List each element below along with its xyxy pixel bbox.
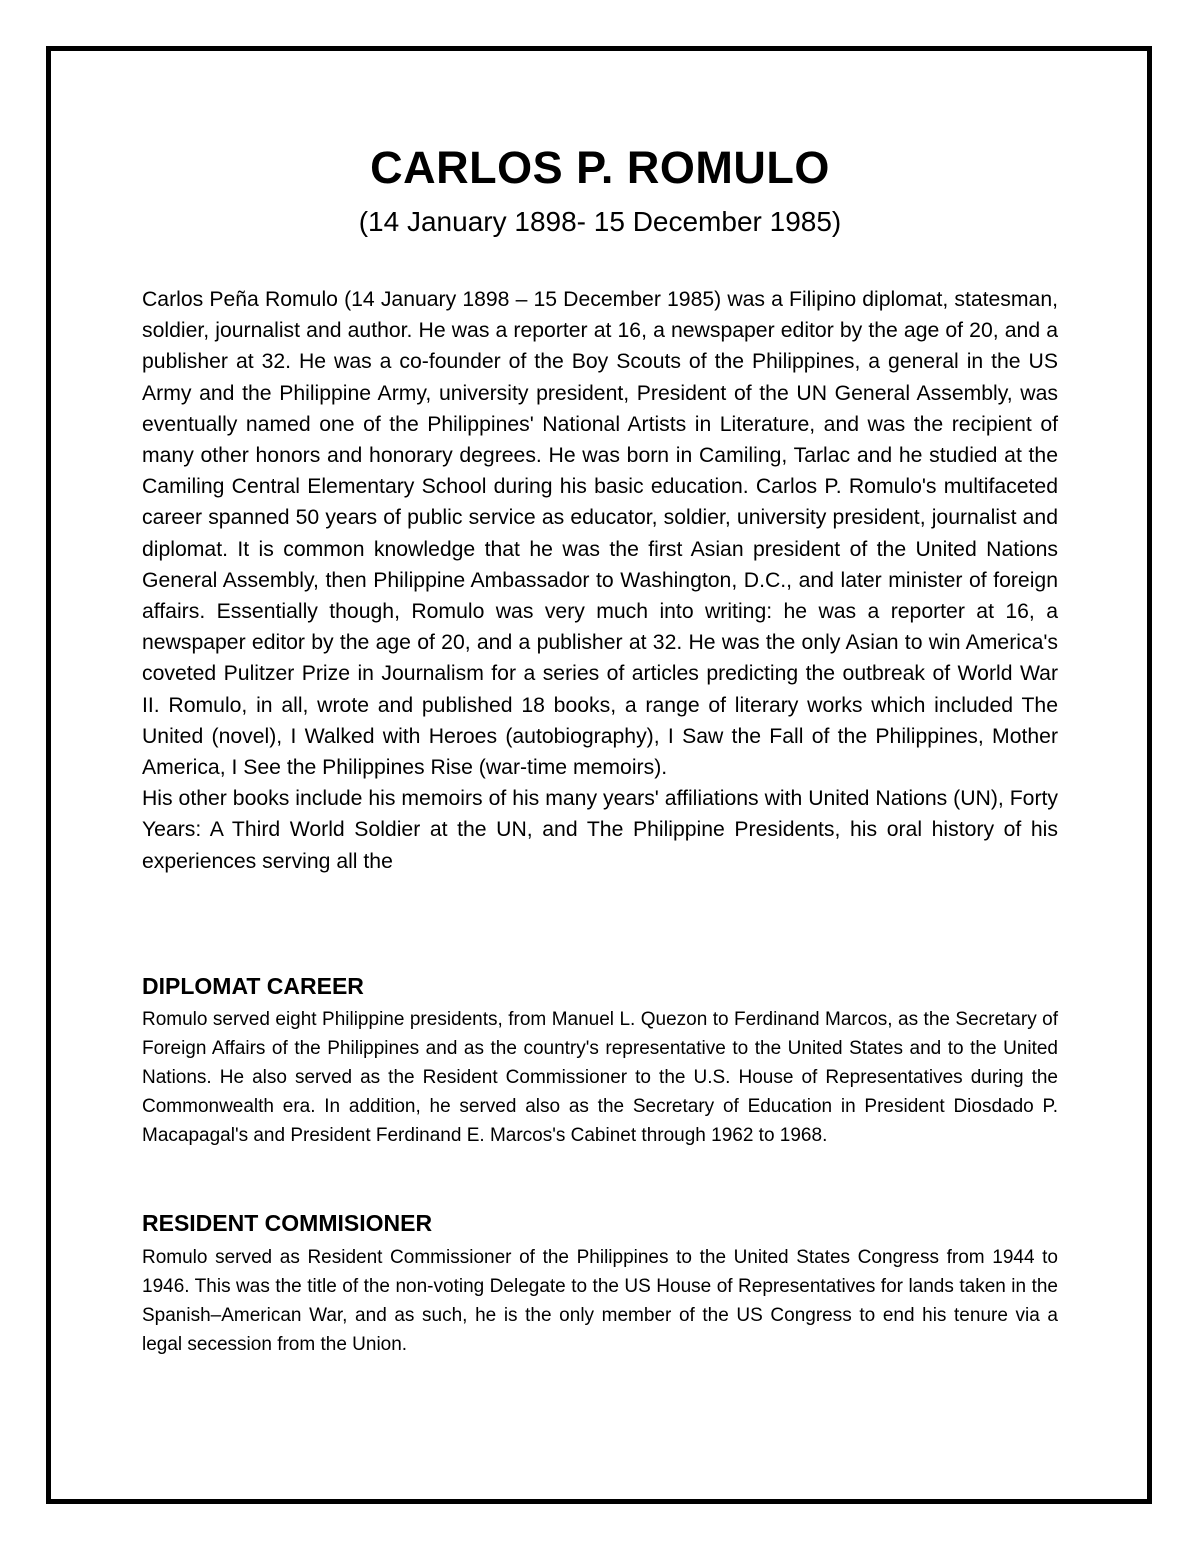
biography-text bbox=[142, 284, 1058, 877]
section-heading-resident-commissioner: RESIDENT COMMISIONER bbox=[142, 1210, 433, 1236]
section-body-diplomat-career: Romulo served eight Philippine presidents, from Manuel L. Quezon to Ferdinand Marcos, as the Secretary of Foreign Affairs of the Philippines and as the country's representative to the United States and to the United Nations. He also served as the Resident Commissioner to the U.S. House of Representatives during the Commonwealth era. In addition, he served also as the Secretary of Education in President Diosdado P. Macapagal's and President Ferdinand E. Marcos's Cabinet through 1962 to 1968. bbox=[142, 1009, 1058, 1146]
bio-paragraph: His other books include his memoirs of his many years' affiliations with United Nations (UN), Forty Years: A Third World Soldier at the UN, and The Philippine Presidents, his oral history of his experiences serving all the bbox=[142, 787, 1058, 873]
section-heading-diplomat-career: DIPLOMAT CAREER bbox=[142, 973, 364, 999]
bio-paragraph: Carlos Peña Romulo (14 January 1898 – 15 December 1985) was a Filipino diplomat, statesman, soldier, journalist and author. He was a reporter at 16, a newspaper editor by the age of 20, and a publisher at 32. He was a co-founder of the Boy Scouts of the Philippines, a general in the US Army and the Philippine Army, university president, President of the UN General Assembly, was eventually named one of the Philippines' National Artists in Literature, and was the recipient of many other honors and honorary degrees. He was born in Camiling, Tarlac and he studied at the Camiling Central Elementary School during his basic education. Carlos P. Romulo's multifaceted career spanned 50 years of public service as educator, soldier, university president, journalist and diplomat. It is common knowledge that he was the first Asian president of the United Nations General Assembly, then Philippine Ambassador to Washington, D.C., and later minister of foreign affairs. Essentially though, Romulo was very much into writing: he was a reporter at 16, a newspaper editor by the age of 20, and a publisher at 32. He was the only Asian to win America's coveted Pulitzer Prize in Journalism for a series of articles predicting the outbreak of World War II. Romulo, in all, wrote and published 18 books, a range of literary works which included The United (novel), I Walked with Heroes (autobiography), I Saw the Fall of the Philippines, Mother America, I See the Philippines Rise (war-time memoirs). bbox=[142, 288, 1058, 780]
life-dates: (14 January 1898- 15 December 1985) bbox=[358, 206, 842, 237]
page-title: CARLOS P. ROMULO bbox=[370, 142, 830, 193]
section-body-resident-commissioner: Romulo served as Resident Commissioner of the Philippines to the United States Congress from 1944 to 1946. This was the title of the non-voting Delegate to the US House of Representatives for lands taken in the Spanish–American War, and as such, he is the only member of the US Congress to end his tenure via a legal secession from the Union. bbox=[142, 1247, 1058, 1355]
